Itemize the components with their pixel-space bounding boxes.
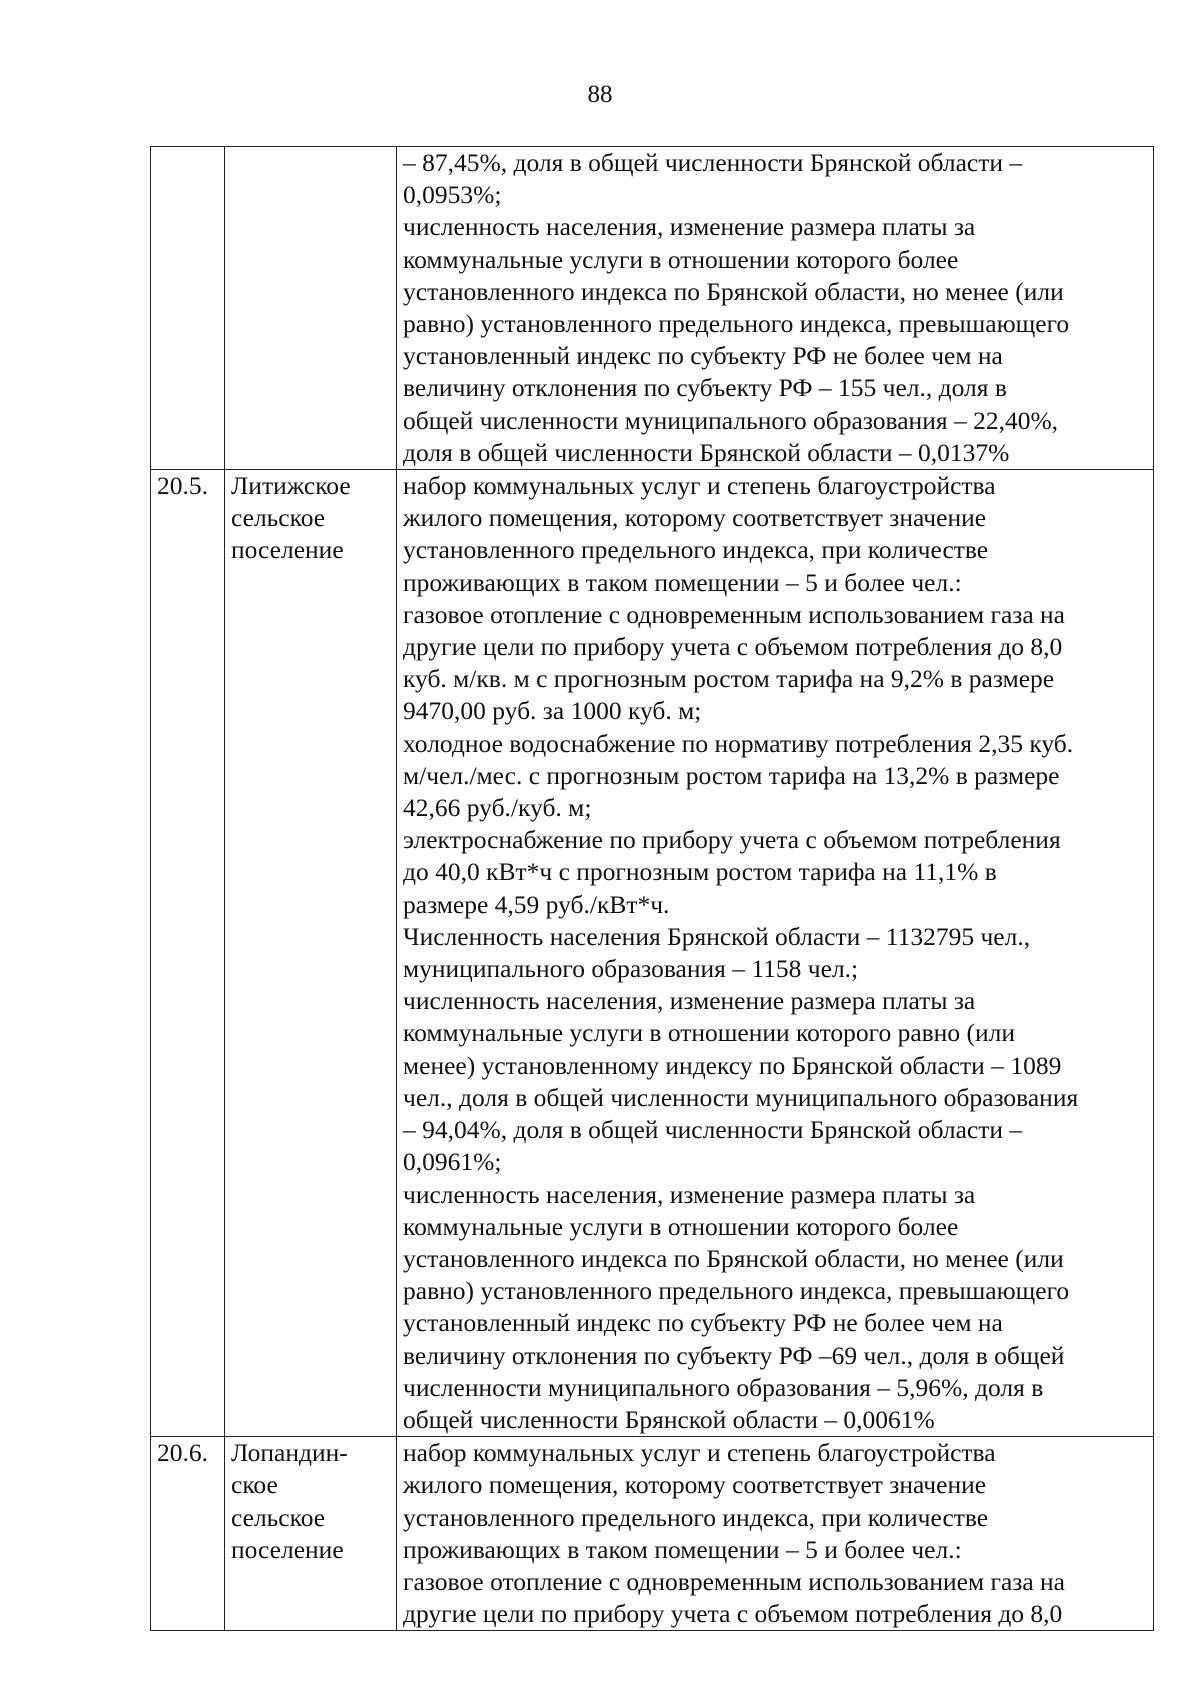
row-number-cell: 20.5. [151, 470, 225, 1437]
table-row [151, 147, 1154, 470]
text-line: 42,66 руб./куб. м; [403, 793, 592, 823]
settlement-name-cell [225, 470, 397, 1437]
table-row [151, 1437, 1154, 1631]
text-line: сельское [231, 503, 326, 533]
text-line: м/чел./мес. с прогнозным ростом тарифа на 13,2% в размере [403, 760, 1060, 790]
text-line: куб. м/кв. м с прогнозным ростом тарифа на 9,2% в размере [403, 664, 1055, 694]
text-line: установленного предельного индекса, при количестве [403, 1502, 989, 1532]
text-line: установленного индекса по Брянской области, но менее (или [403, 1243, 1064, 1273]
text-line: ское [231, 1470, 278, 1500]
text-line: установленного индекса по Брянской области, но менее (или [403, 276, 1064, 306]
text-line: поселение [231, 535, 344, 565]
description-cell [397, 147, 1154, 470]
table-row [151, 470, 1154, 1437]
data-table [150, 146, 1154, 1631]
text-line: – 94,04%, доля в общей численности Брянской области – [403, 1115, 1023, 1145]
row-number-cell [151, 147, 225, 470]
text-line: до 40,0 кВт*ч с прогнозным ростом тарифа на 11,1% в [403, 857, 997, 887]
text-line: общей численности муниципального образования – 22,40%, [403, 405, 1059, 435]
text-line: установленного предельного индекса, при количестве [403, 535, 989, 565]
text-line: проживающих в таком помещении – 5 и более чел.: [403, 567, 962, 597]
settlement-name-cell [225, 147, 397, 470]
text-line: газовое отопление с одновременным использованием газа на [403, 1566, 1066, 1596]
row-number-cell: 20.6. [151, 1437, 225, 1631]
page-number: 88 [587, 81, 613, 108]
text-line: проживающих в таком помещении – 5 и более чел.: [403, 1534, 962, 1564]
text-line: равно) установленного предельного индекса, превышающего [403, 309, 1070, 339]
text-line: холодное водоснабжение по нормативу потребления 2,35 куб. [403, 728, 1074, 758]
text-line: 0,0953%; [403, 180, 502, 210]
text-line: коммунальные услуги в отношении которого равно (или [403, 1018, 1015, 1048]
text-line: численность населения, изменение размера платы за [403, 1179, 976, 1209]
text-line: равно) установленного предельного индекса, превышающего [403, 1276, 1070, 1306]
text-line: доля в общей численности Брянской области – 0,0137% [403, 437, 1010, 467]
text-line: набор коммунальных услуг и степень благоустройства [403, 471, 996, 501]
text-line: газовое отопление с одновременным использованием газа на [403, 599, 1066, 629]
text-line: общей численности Брянской области – 0,0061% [403, 1404, 935, 1434]
description-cell [397, 1437, 1154, 1631]
text-line: Литижское [231, 471, 351, 501]
text-line: жилого помещения, которому соответствует значение [403, 503, 987, 533]
text-line: менее) установленному индексу по Брянской области – 1089 [403, 1050, 1062, 1080]
text-line: коммунальные услуги в отношении которого более [403, 1211, 959, 1241]
text-line: величину отклонения по субъекту РФ – 155 чел., доля в [403, 373, 1007, 403]
text-line: другие цели по прибору учета с объемом потребления до 8,0 [403, 632, 1063, 662]
text-line: численность населения, изменение размера платы за [403, 212, 976, 242]
text-line: набор коммунальных услуг и степень благоустройства [403, 1438, 996, 1468]
text-line: установленный индекс по субъекту РФ не более чем на [403, 1308, 1003, 1338]
text-line: численность населения, изменение размера платы за [403, 986, 976, 1016]
text-line: Численность населения Брянской области – 1132795 чел., [403, 921, 1031, 951]
text-line: сельское [231, 1502, 326, 1532]
text-line: Лопандин- [231, 1438, 348, 1468]
text-line: 9470,00 руб. за 1000 куб. м; [403, 696, 702, 726]
text-line: размере 4,59 руб./кВт*ч. [403, 889, 670, 919]
text-line: муниципального образования – 1158 чел.; [403, 954, 859, 984]
text-line: 0,0961%; [403, 1147, 502, 1177]
text-line: другие цели по прибору учета с объемом потребления до 8,0 [403, 1599, 1063, 1629]
text-line: – 87,45%, доля в общей численности Брянской области – [403, 148, 1023, 177]
settlement-name-cell [225, 1437, 397, 1631]
description-cell [397, 470, 1154, 1437]
text-line: величину отклонения по субъекту РФ –69 чел., доля в общей [403, 1340, 1065, 1370]
text-line: поселение [231, 1534, 344, 1564]
text-line: численности муниципального образования – 5,96%, доля в [403, 1372, 1044, 1402]
text-line: коммунальные услуги в отношении которого более [403, 244, 959, 274]
text-line: чел., доля в общей численности муниципального образования [403, 1082, 1079, 1112]
text-line: электроснабжение по прибору учета с объемом потребления [403, 825, 1061, 855]
text-line: жилого помещения, которому соответствует значение [403, 1470, 987, 1500]
text-line: установленный индекс по субъекту РФ не более чем на [403, 341, 1003, 371]
